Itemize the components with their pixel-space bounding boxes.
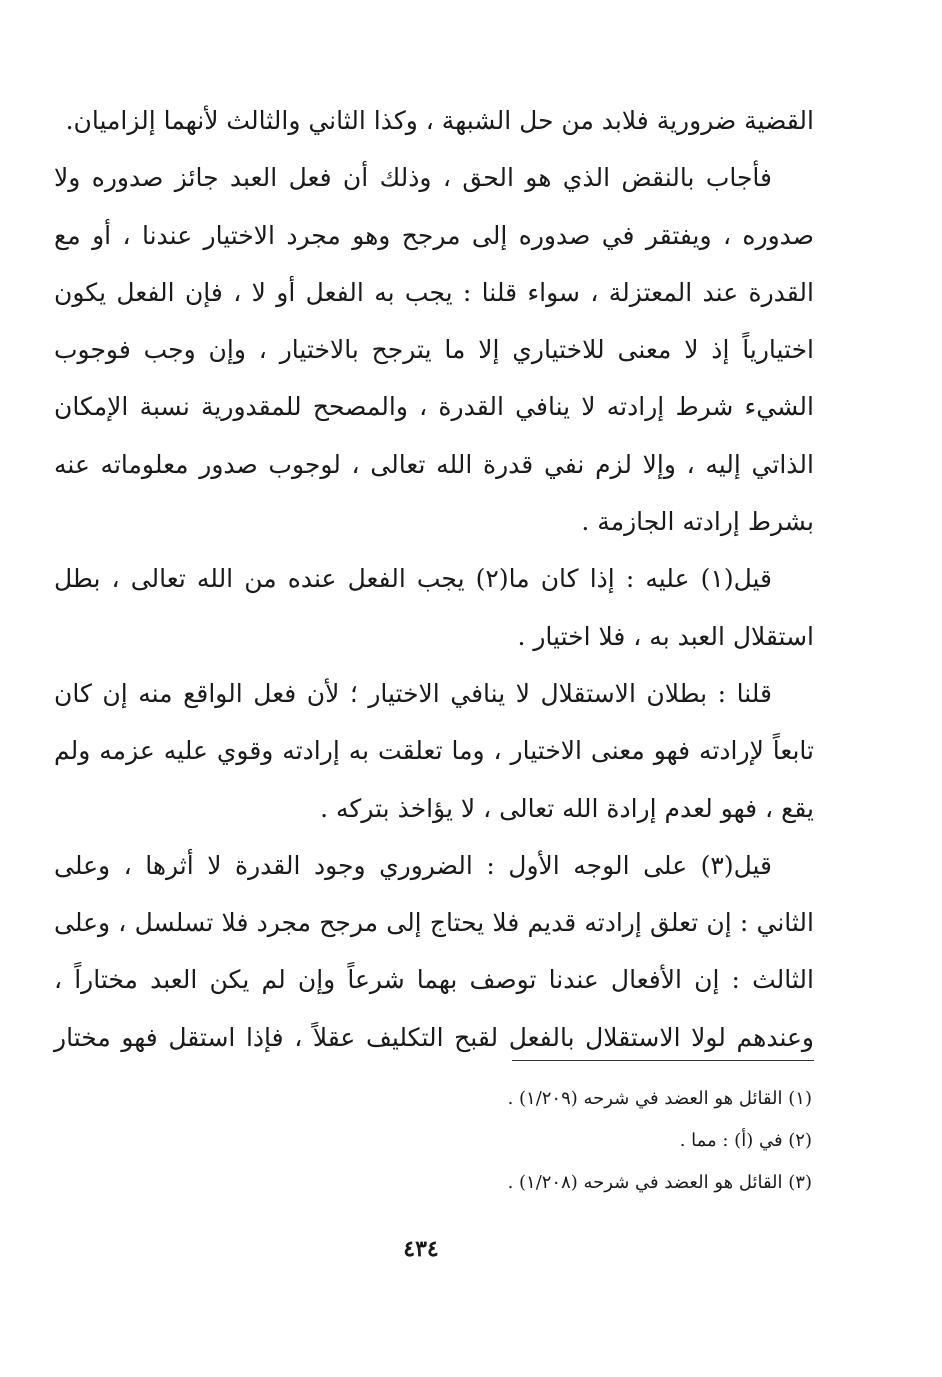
body-line-9: قيل(١) عليه : إذا كان ما(٢) يجب الفعل عنده من الله تعالى ، بطل [54, 564, 772, 594]
body-line-1: القضية ضرورية فلابد من حل الشبهة ، وكذا الثاني والثالث لأنهما إلزاميان. [65, 106, 814, 135]
body-line-16: الثالث : إن الأفعال عندنا توصف بهما شرعاً وإن لم يكن العبد مختاراً ، [54, 965, 814, 995]
body-line-7: الذاتي إليه ، وإلا لزم نفي قدرة الله تعالى ، لوجوب صدور معلوماته عنه [54, 449, 814, 479]
footnote-1: (١) القائل هو العضد في شرحه (١/٢٠٩) . [507, 1088, 812, 1109]
body-line-8: بشرط إرادته الجازمة . [581, 507, 814, 537]
body-line-15: الثاني : إن تعلق إرادته قديم فلا يحتاج إلى مرجح مجرد فلا تسلسل ، وعلى [54, 908, 814, 938]
footnote-3: (٣) القائل هو العضد في شرحه (١/٢٠٨) . [507, 1172, 812, 1193]
body-line-12: تابعاً لإرادته فهو معنى الاختيار ، وما تعلقت به إرادته وقوي عليه عزمه ولم [54, 736, 814, 766]
footnotes [300, 1078, 812, 1204]
body-line-5: اختيارياً إذ لا معنى للاختياري إلا ما يترجح بالاختيار ، وإن وجب فوجوب [54, 335, 814, 365]
body-line-11: قلنا : بطلان الاستقلال لا ينافي الاختيار ؛ لأن فعل الواقع منه إن كان [54, 678, 772, 708]
body-line-6: الشيء شرط إرادته لا ينافي القدرة ، والمصحح للمقدورية نسبة الإمكان [54, 392, 814, 422]
body-line-10: استقلال العبد به ، فلا اختيار . [517, 621, 814, 651]
body-line-14: قيل(٣) على الوجه الأول : الضروري وجود القدرة لا أثرها ، وعلى [54, 850, 772, 880]
page-number: ٤٣٤ [403, 1236, 439, 1262]
body-line-13: يقع ، فهو لعدم إرادة الله تعالى ، لا يؤاخذ بتركه . [320, 793, 814, 823]
body-line-2: فأجاب بالنقض الذي هو الحق ، وذلك أن فعل العبد جائز صدوره ولا [54, 163, 772, 193]
body-line-3: صدوره ، ويفتقر في صدوره إلى مرجح وهو مجرد الاختيار عندنا ، أو مع [54, 220, 814, 250]
footnote-divider [512, 1060, 814, 1061]
body-line-4: القدرة عند المعتزلة ، سواء قلنا : يجب به الفعل أو لا ، فإن الفعل يكون [54, 277, 814, 307]
footnote-2: (٢) في (أ) : مما . [679, 1130, 812, 1151]
body-line-17: وعندهم لولا الاستقلال بالفعل لقبح التكليف عقلاً ، فإذا استقل فهو مختار [54, 1022, 815, 1052]
body-text [54, 92, 814, 1066]
